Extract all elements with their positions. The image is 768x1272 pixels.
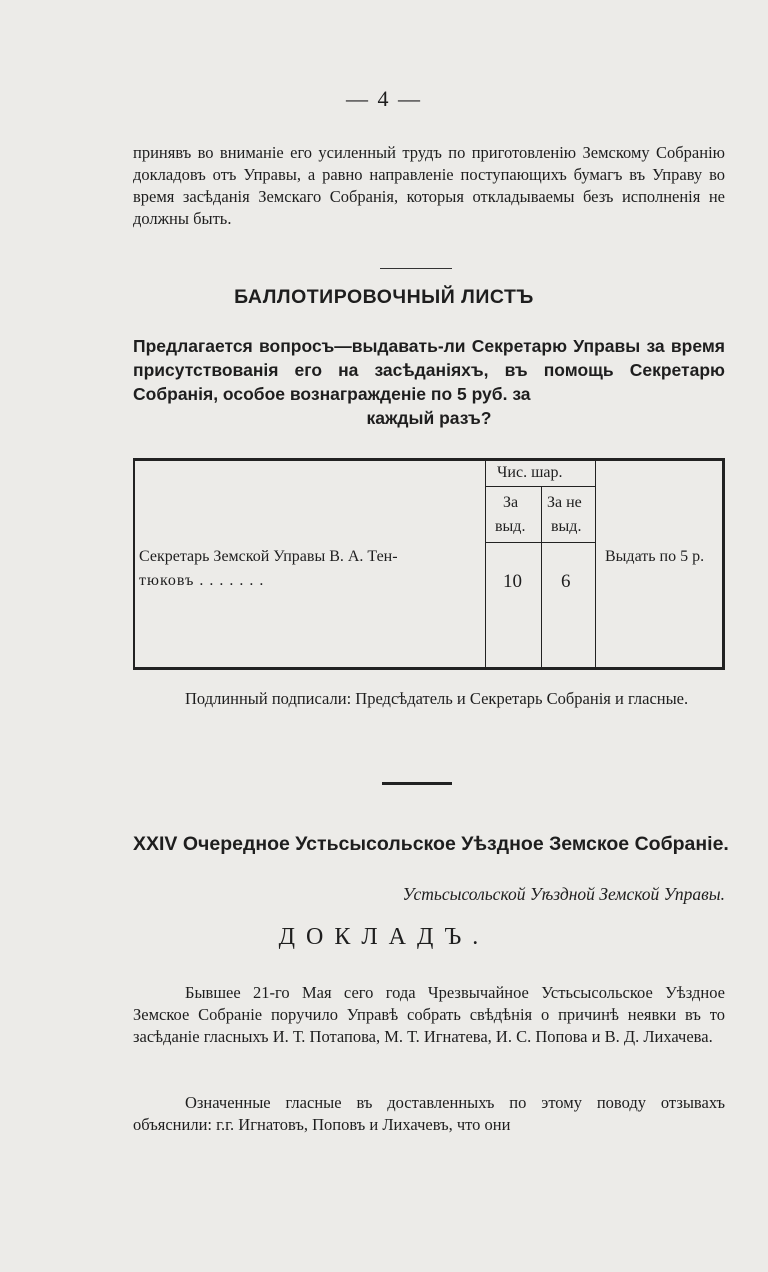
report-paragraph-1: Бывшее 21-го Мая сего года Чрезвычайное Устьсысольское Уѣздное Земское Собраніе поручило Управѣ собрать свѣдѣнія о причинѣ неявки въ то засѣданіе гласныхъ И. Т. Потапова, М. Т. Игнатева, И. С. Попова и В. Д. Лихачева.	[133, 983, 725, 1046]
intro-paragraph: принявъ во вниманіе его усиленный трудъ по приготовленію Земскому Собранію докладовъ отъ Управы, а равно направленіе поступающихъ бумагъ въ Управу во время засѣданія Земскаго Собранія, которыя откладываемы безъ исполненія не должны быть.	[133, 143, 725, 228]
row-name-line1: Секретарь Земской Управы В. А. Тен-	[139, 548, 398, 565]
signatures-note: Подлинный подписали: Предсѣдатель и Секретарь Собранія и гласные.	[185, 689, 689, 708]
votes-against: 6	[561, 571, 571, 592]
table-bottom-border	[133, 667, 725, 670]
row-name-line2: тюковъ . . . . . . .	[139, 572, 265, 589]
table-top-border	[133, 458, 725, 461]
report-title: ДОКЛАДЪ.	[278, 924, 490, 950]
col-sep-3	[595, 458, 596, 670]
question-text: Предлагается вопросъ—выдавать-ли Секретарю Управы за время присутствованія его на засѣданіяхъ, въ помощь Секретарю Собранія, особое вознагражденіе по 5 руб. за	[133, 336, 725, 404]
header-for-line2: выд.	[495, 518, 526, 535]
header-votes-group: Чис. шар.	[497, 464, 563, 481]
section-divider	[382, 782, 452, 785]
header-against-line2: выд.	[551, 518, 582, 535]
table-right-border	[722, 458, 725, 670]
ballot-question	[133, 334, 725, 430]
ballot-heading: БАЛЛОТИРОВОЧНЫЙ ЛИСТЪ	[234, 286, 534, 308]
decision: Выдать по 5 р.	[605, 548, 705, 565]
votes-for: 10	[503, 571, 522, 592]
short-divider	[380, 268, 452, 269]
header-sep-2	[485, 542, 595, 543]
ballot-table	[133, 458, 725, 671]
header-sep-1	[485, 486, 595, 487]
col-sep-1	[485, 458, 486, 670]
header-against-line1: За не	[547, 494, 582, 511]
table-left-border	[133, 458, 135, 670]
page-number: — 4 —	[346, 86, 422, 111]
col-sep-2	[541, 486, 542, 670]
header-for-line1: За	[503, 494, 519, 511]
assembly-heading: XXIV Очередное Устьсысольское Уѣздное Земское Собраніе.	[133, 833, 729, 855]
report-paragraph-2: Означенные гласные въ доставленныхъ по этому поводу отзывахъ объяснили: г.г. Игнатовъ, Поповъ и Лихачевъ, что они	[133, 1093, 725, 1134]
question-last-line: каждый разъ?	[366, 408, 492, 428]
council-line: Устьсысольской Уѣздной Земской Управы.	[402, 884, 725, 904]
